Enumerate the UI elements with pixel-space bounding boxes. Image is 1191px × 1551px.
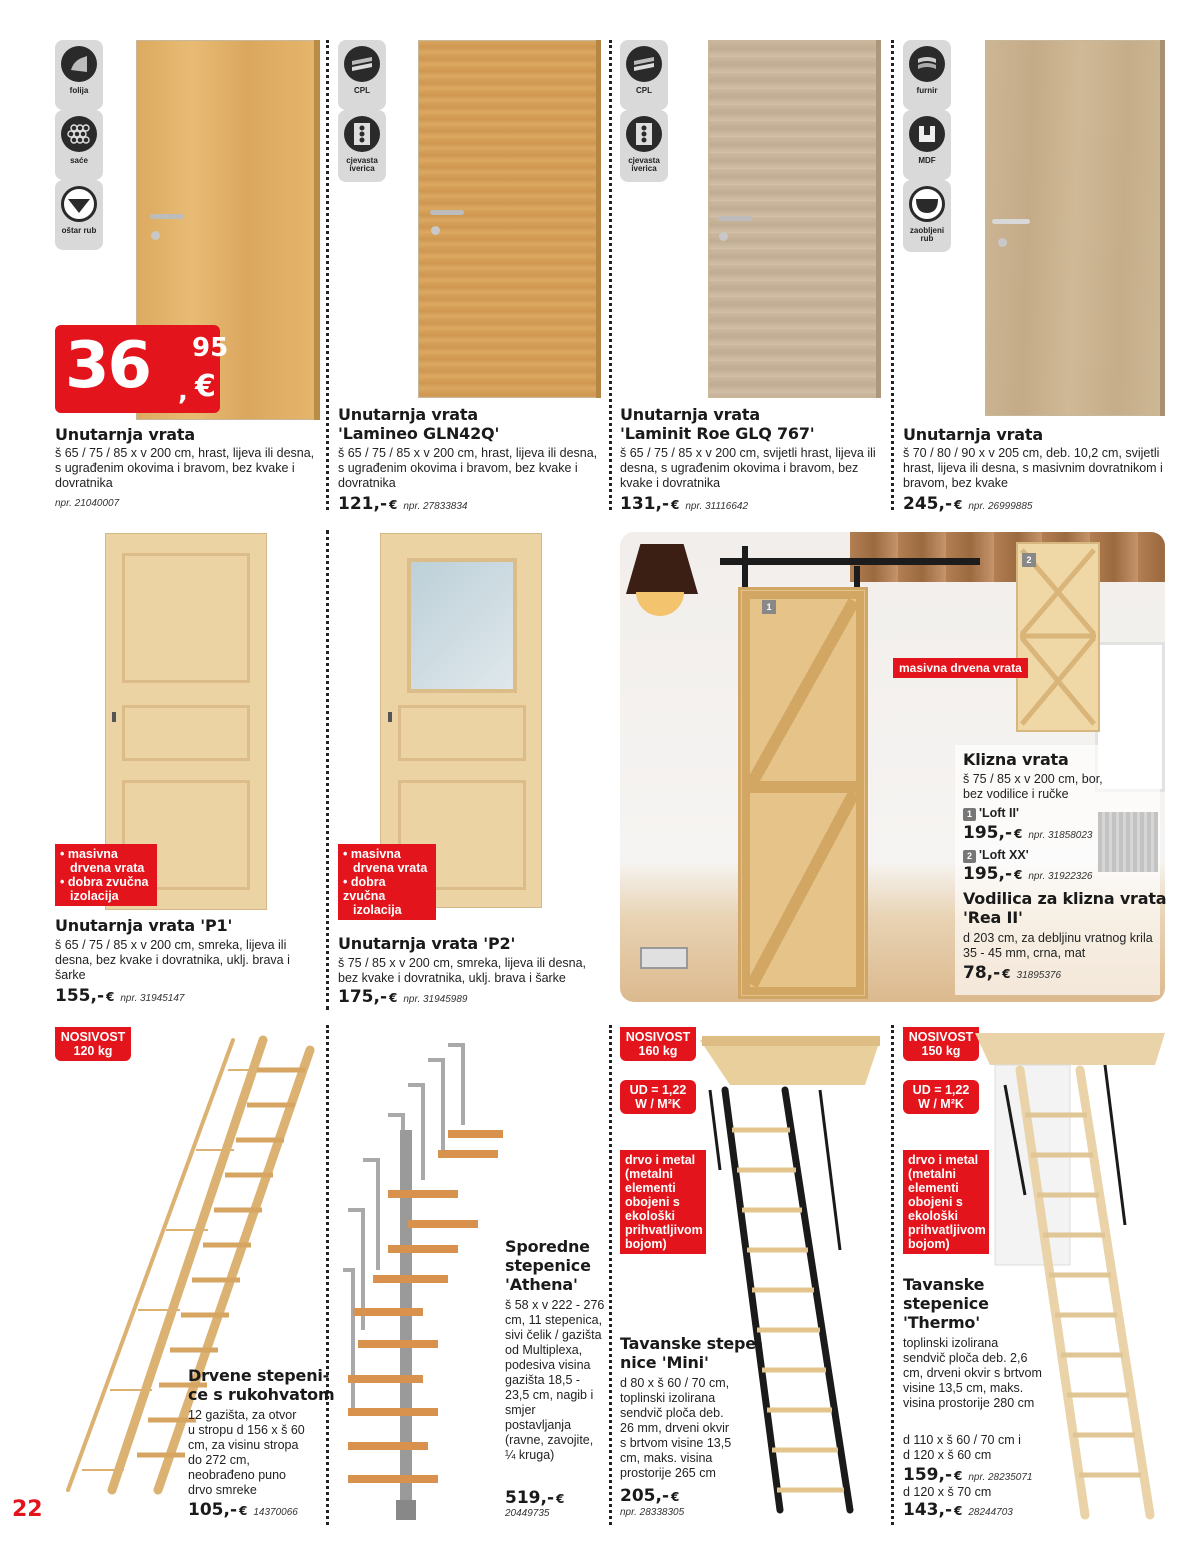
door-panel xyxy=(122,705,250,761)
product-price: 105,- € 14370066 xyxy=(188,1500,298,1520)
product-price: 159,- € npr. 28235071 xyxy=(903,1465,1033,1485)
material-badge: cjevasta iverica xyxy=(338,110,386,182)
rounded-edge-icon xyxy=(914,191,940,217)
product-description: š 75 / 85 x v 200 cm, smreka, lijeva ili desna, bez kvake i dovratnika, uklj. brava i šarke xyxy=(338,956,587,985)
door-lock xyxy=(719,232,728,241)
spiral-stairs-image xyxy=(338,1030,508,1520)
product-title: 'Laminit Roe GLQ 767' xyxy=(620,424,815,443)
product-title: Unutarnja vrata xyxy=(903,425,1043,444)
variant-label: 2 'Loft XX' xyxy=(963,848,1029,863)
article-number: npr. 27833834 xyxy=(403,501,468,512)
wall-socket xyxy=(640,947,688,969)
product-title: Unutarnja vrata 'P2' xyxy=(338,934,516,953)
product-description: d 80 x š 60 / 70 cm, toplinski izolirana sendvič ploča deb. 26 mm, drveni okvir s brtvom visine 13,5 cm, maks. visina prostorije 265 cm xyxy=(620,1376,732,1480)
door-panel xyxy=(122,553,250,683)
door-keyhole xyxy=(112,712,116,722)
product-title: Unutarnja vrata xyxy=(55,425,195,444)
door-glass-panel xyxy=(407,558,517,693)
article-number: npr. 21040007 xyxy=(55,498,120,509)
material-badge: cjevasta iverica xyxy=(620,110,668,182)
size-option: d 110 x š 60 / 70 cm i d 120 x š 60 cm xyxy=(903,1433,1021,1462)
product-price: 205,- € xyxy=(620,1486,680,1506)
product-description: š 65 / 75 / 85 x v 200 cm, smreka, lijeva ili desna, bez kvake i dovratnika, uklj. brava i šarke xyxy=(55,938,290,982)
product-title: 'Lamineo GLN42Q' xyxy=(338,424,500,443)
article-number: npr. 31922326 xyxy=(1028,871,1093,882)
product-price: 195,- € npr. 31858023 xyxy=(963,823,1093,843)
material-badge: CPL xyxy=(620,40,668,110)
product-title: 'Rea II' xyxy=(963,908,1023,927)
door-brace-diagram xyxy=(738,587,868,999)
product-price: 121,- € npr. 27833834 xyxy=(338,494,468,514)
product-title: 'Thermo' xyxy=(903,1313,980,1332)
article-number: npr. 26999885 xyxy=(968,501,1033,512)
article-number: npr. 28235071 xyxy=(968,1472,1033,1483)
product-title: stepenice xyxy=(903,1294,989,1313)
door-handle xyxy=(150,214,184,219)
door-image-veneer xyxy=(985,40,1165,416)
door-keyhole xyxy=(388,712,392,722)
article-number: 28244703 xyxy=(968,1507,1013,1518)
load-capacity-tag: NOSIVOST 150 kg xyxy=(903,1027,979,1061)
product-description: š 65 / 75 / 85 x v 200 cm, hrast, lijeva ili desna, s ugrađenim okovima i bravom, bez kvake i dovratnika xyxy=(338,446,598,490)
product-title: stepenice xyxy=(505,1256,591,1275)
product-title: Tavanske stepe- xyxy=(620,1334,763,1353)
product-price: 195,- € npr. 31922326 xyxy=(963,864,1093,884)
lamp-glow xyxy=(636,592,684,616)
cpl-icon xyxy=(632,53,656,75)
article-number: npr. 28338305 xyxy=(620,1507,685,1518)
feature-tag: • masivna drvena vrata • dobra zvučna izolacija xyxy=(338,844,436,920)
material-badge: zaobljeni rub xyxy=(903,180,951,252)
material-tag: drvo i metal (metalni elementi obojeni s ekološki prihvatljivom bojom) xyxy=(903,1150,989,1254)
load-capacity-tag: NOSIVOST 160 kg xyxy=(620,1027,696,1061)
product-price: 143,- € 28244703 xyxy=(903,1500,1013,1520)
veneer-icon xyxy=(915,53,939,75)
product-price: 131,- € npr. 31116642 xyxy=(620,494,749,514)
sharp-edge-icon xyxy=(66,191,92,217)
product-title: Unutarnja vrata xyxy=(620,405,760,424)
honeycomb-icon xyxy=(66,121,92,147)
product-title: nice 'Mini' xyxy=(620,1353,709,1372)
article-number: npr. 31945989 xyxy=(403,994,468,1005)
material-tag: drvo i metal (metalni elementi obojeni s ekološki prihvatljivom bojom) xyxy=(620,1150,706,1254)
door-lock xyxy=(431,226,440,235)
door-lock xyxy=(998,238,1007,247)
product-title: Klizna vrata xyxy=(963,750,1069,769)
material-badge: saće xyxy=(55,110,103,180)
load-capacity-tag: NOSIVOST 120 kg xyxy=(55,1027,131,1061)
column-divider xyxy=(891,40,894,510)
article-number: 20449735 xyxy=(505,1508,550,1519)
foil-icon xyxy=(67,52,91,76)
inset-door-cross-brace xyxy=(1016,542,1100,732)
mdf-icon xyxy=(915,123,939,145)
door-image-lamineo xyxy=(418,40,600,398)
product-description: d 203 cm, za debljinu vratnog krila 35 - 45 mm, crna, mat xyxy=(963,931,1153,960)
material-badge: MDF xyxy=(903,110,951,180)
product-title: ce s rukohvatom xyxy=(188,1385,335,1404)
door-lock xyxy=(151,231,160,240)
article-number: npr. 31945147 xyxy=(120,993,185,1004)
material-badge: furnir xyxy=(903,40,951,110)
product-description: š 70 / 80 / 90 x v 205 cm, deb. 10,2 cm, svijetli hrast, lijeva ili desna, s masivnim dovratnikom i bravom, bez kvake xyxy=(903,446,1163,490)
rail-hanger xyxy=(742,546,748,588)
material-badge: CPL xyxy=(338,40,386,110)
product-title: Sporedne xyxy=(505,1237,590,1256)
size-option: d 120 x š 70 cm xyxy=(903,1485,992,1499)
product-price: 245,- € npr. 26999885 xyxy=(903,494,1033,514)
product-price: 519,- € xyxy=(505,1488,565,1508)
door-frame-edge xyxy=(596,40,601,398)
door-panel xyxy=(398,705,526,761)
ceiling-beams xyxy=(850,532,1165,582)
image-marker-2: 2 xyxy=(1022,553,1036,567)
column-divider xyxy=(609,1025,612,1525)
door-handle xyxy=(718,216,752,221)
sliding-rail xyxy=(720,558,980,565)
material-badge: oštar rub xyxy=(55,180,103,250)
door-frame-edge xyxy=(876,40,881,398)
product-price: 175,- € npr. 31945989 xyxy=(338,987,468,1007)
article-number: npr. 31858023 xyxy=(1028,830,1093,841)
cpl-icon xyxy=(350,53,374,75)
product-title: Vodilica za klizna vrata xyxy=(963,889,1167,908)
article-number: 31895376 xyxy=(1016,970,1062,981)
column-divider xyxy=(326,1025,329,1525)
product-description: š 58 x v 222 - 276 cm, 11 stepenica, sivi čelik / gazišta od Multiplexa, podesiva visina gazišta 18,5 - 23,5 cm, nagib i smjer postavljanja (ravne, zavojite, ¼ kruga) xyxy=(505,1298,605,1462)
thermal-value-tag: UD = 1,22 W / M²K xyxy=(903,1080,979,1114)
product-title: Drvene stepeni- xyxy=(188,1366,330,1385)
product-description: š 65 / 75 / 85 x v 200 cm, hrast, lijeva ili desna, s ugrađenim okovima i bravom, bez kvake i dovratnika xyxy=(55,446,315,490)
thermal-value-tag: UD = 1,22 W / M²K xyxy=(620,1080,696,1114)
page-number: 22 xyxy=(12,1497,43,1522)
tubular-chipboard-icon xyxy=(632,121,656,147)
column-divider xyxy=(609,40,612,510)
door-frame-edge xyxy=(1160,40,1165,416)
variant-label: 1 'Loft II' xyxy=(963,806,1019,821)
product-title: Unutarnja vrata 'P1' xyxy=(55,916,233,935)
solid-wood-tag: masivna drvena vrata xyxy=(893,658,1028,678)
column-divider xyxy=(326,40,329,510)
door-handle xyxy=(992,219,1030,224)
article-number: npr. 31116642 xyxy=(685,501,749,512)
column-divider xyxy=(326,530,329,1010)
door-handle xyxy=(430,210,464,215)
door-frame-edge xyxy=(314,40,320,420)
image-marker-1: 1 xyxy=(762,600,776,614)
wall-lamp xyxy=(626,544,698,594)
product-title: Tavanske xyxy=(903,1275,985,1294)
product-description: toplinski izolirana sendvič ploča deb. 2,6 cm, drveni okvir s brtvom visine 13,5 cm, maks. visina prostorije 280 cm xyxy=(903,1336,1042,1410)
product-description: š 75 / 85 x v 200 cm, bor, bez vodilice i ručke xyxy=(963,772,1103,801)
tubular-chipboard-icon xyxy=(350,121,374,147)
material-badge: folija xyxy=(55,40,103,110)
column-divider xyxy=(891,1025,894,1525)
price-highlight: 36 95 , € xyxy=(55,325,220,413)
product-price: 78,- € 31895376 xyxy=(963,963,1062,983)
product-title: Unutarnja vrata xyxy=(338,405,478,424)
product-description: š 65 / 75 / 85 x v 200 cm, svijetli hrast, lijeva ili desna, s ugrađenim okovima i bravom, bez kvake i dovratnika xyxy=(620,446,876,490)
product-price: 155,- € npr. 31945147 xyxy=(55,986,185,1006)
product-description: 12 gazišta, za otvor u stropu d 156 x š 60 cm, za visinu stropa do 272 cm, neobrađeno puno drvo smreke xyxy=(188,1408,305,1497)
product-title: 'Athena' xyxy=(505,1275,578,1294)
article-number: 14370066 xyxy=(253,1507,298,1518)
feature-tag: • masivna drvena vrata • dobra zvučna izolacija xyxy=(55,844,157,906)
